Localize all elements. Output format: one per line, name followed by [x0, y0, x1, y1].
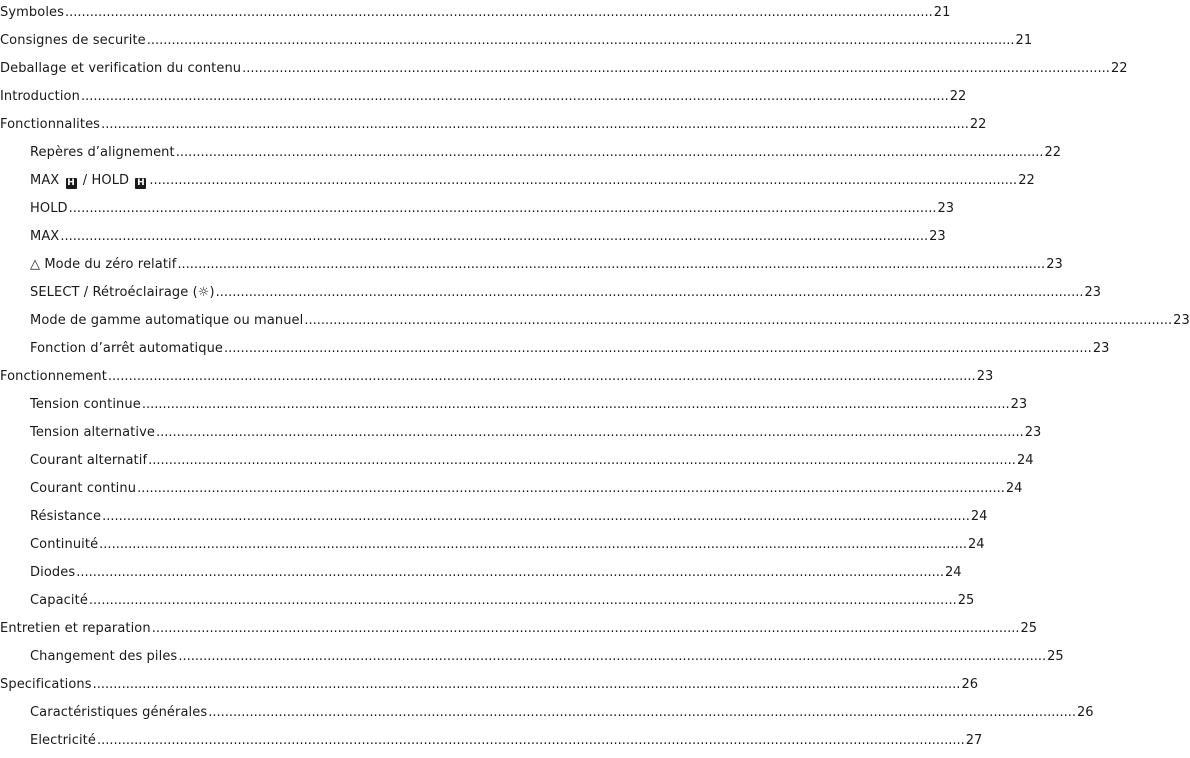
toc-entry-title: Continuité	[30, 537, 99, 552]
toc-entry[interactable]	[0, 369, 994, 389]
toc-subentry[interactable]	[30, 145, 1062, 165]
toc-entry[interactable]	[0, 61, 1128, 81]
toc-entry-page: 26	[1077, 705, 1094, 720]
toc-subentry[interactable]	[30, 565, 962, 585]
toc-subentry[interactable]	[30, 481, 1023, 501]
toc-entry-title: Changement des piles	[30, 649, 178, 664]
toc-entry-page: 23	[976, 369, 994, 384]
toc-subentry[interactable]	[30, 229, 946, 249]
toc-entry-title	[30, 173, 148, 189]
toc-entry-title: Electricité	[30, 733, 96, 748]
toc-entry-page: 22	[1044, 145, 1062, 160]
toc-entry-title: Caractéristiques générales	[30, 705, 208, 720]
toc-entry-title: Deballage et verification du contenu	[0, 61, 242, 76]
toc-entry-title: Specifications	[0, 677, 92, 692]
toc-entry-page: 22	[1110, 61, 1128, 76]
toc-subentry[interactable]	[30, 341, 1110, 361]
toc-entry-title: Fonctionnement	[0, 369, 107, 384]
dot-leader	[60, 229, 928, 244]
toc-entry-title: Symboles	[0, 5, 64, 20]
toc-entry-title: Résistance	[30, 509, 102, 524]
toc-subentry[interactable]	[30, 285, 1102, 305]
toc-entry-page: 26	[961, 677, 978, 692]
dot-leader	[101, 117, 969, 132]
dot-leader	[148, 453, 1016, 468]
dot-leader	[69, 201, 937, 216]
toc-entry-title: SELECT / Rétroéclairage (☼)	[30, 285, 215, 300]
toc-subentry[interactable]	[30, 173, 1035, 193]
dot-leader	[149, 173, 1017, 188]
toc-entry-page: 27	[965, 733, 983, 748]
toc-entry-page: 24	[967, 537, 985, 552]
toc-subentry[interactable]	[30, 313, 1190, 333]
dot-leader	[65, 5, 933, 20]
toc-entry-page: 23	[1173, 313, 1190, 328]
toc-entry-page: 23	[1092, 341, 1110, 356]
toc-entry-page: 23	[1084, 285, 1102, 300]
toc-entry-title: HOLD	[30, 201, 68, 216]
toc-entry-page: 22	[1018, 173, 1035, 188]
toc-subentry[interactable]	[30, 453, 1034, 473]
toc-entry-page: 21	[933, 5, 951, 20]
toc-entry-page: 23	[1010, 397, 1028, 412]
toc-entry-title: Tension continue	[30, 397, 141, 412]
dot-leader	[89, 593, 957, 608]
dot-leader	[176, 145, 1044, 160]
toc-subentry[interactable]	[30, 733, 983, 753]
toc-entry-page: 24	[970, 509, 988, 524]
toc-entry[interactable]	[0, 5, 951, 25]
toc-entry-page: 23	[929, 229, 946, 244]
title-part-hold: / HOLD	[78, 173, 134, 188]
dot-leader	[156, 425, 1024, 440]
toc-entry[interactable]	[0, 117, 987, 137]
toc-subentry[interactable]	[30, 257, 1063, 277]
toc-entry-page: 24	[1005, 481, 1023, 496]
toc-entry-page: 24	[1016, 453, 1034, 468]
toc-subentry[interactable]	[30, 537, 985, 557]
toc-entry-title: Entretien et reparation	[0, 621, 151, 636]
dot-leader	[208, 705, 1076, 720]
title-text: Mode du zéro relatif	[40, 257, 177, 272]
toc-entry-page: 22	[969, 117, 987, 132]
dot-leader	[242, 61, 1110, 76]
toc-entry-page: 23	[937, 201, 955, 216]
toc-entry-title: Mode de gamme automatique ou manuel	[30, 313, 304, 328]
dot-leader	[142, 397, 1010, 412]
toc-subentry[interactable]	[30, 425, 1042, 445]
title-part-max: MAX	[30, 173, 64, 188]
toc-subentry[interactable]	[30, 705, 1094, 725]
toc-entry-title: Fonction d’arrêt automatique	[30, 341, 224, 356]
toc-subentry[interactable]	[30, 649, 1064, 669]
toc-subentry[interactable]	[30, 509, 988, 529]
toc-entry-title: Consignes de securite	[0, 33, 146, 48]
dot-leader	[81, 89, 949, 104]
toc-entry-title: Courant alternatif	[30, 453, 148, 468]
dot-leader	[177, 257, 1045, 272]
toc-entry[interactable]	[0, 89, 967, 109]
dot-leader	[99, 537, 967, 552]
dot-leader	[304, 313, 1172, 328]
toc-entry-title: Courant continu	[30, 481, 137, 496]
toc-entry-title: Tension alternative	[30, 425, 155, 440]
toc-entry-page: 24	[945, 565, 962, 580]
dot-leader	[93, 677, 961, 692]
dot-leader	[108, 369, 976, 384]
toc-entry-page: 23	[1024, 425, 1042, 440]
toc-entry-page: 25	[957, 593, 975, 608]
toc-entry-title: MAX	[30, 229, 60, 244]
hold-icon: H	[67, 178, 75, 188]
toc-entry-title	[30, 257, 176, 272]
toc-entry-page: 25	[1020, 621, 1038, 636]
dot-leader	[216, 285, 1084, 300]
toc-entry-page: 22	[949, 89, 967, 104]
dot-leader	[178, 649, 1046, 664]
toc-entry-page: 23	[1046, 257, 1063, 272]
dot-leader	[224, 341, 1092, 356]
delta-icon: △	[30, 257, 41, 272]
dot-leader	[102, 509, 970, 524]
toc-entry-title: Capacité	[30, 593, 88, 608]
toc-subentry[interactable]	[30, 201, 955, 221]
toc-entry-title: Introduction	[0, 89, 80, 104]
toc-subentry[interactable]	[30, 397, 1028, 417]
toc-entry-title: Diodes	[30, 565, 76, 580]
hold-icon: H	[137, 178, 145, 188]
toc-entry[interactable]	[0, 33, 1033, 53]
dot-leader	[152, 621, 1020, 636]
dot-leader	[76, 565, 944, 580]
toc-entry[interactable]	[0, 621, 1038, 641]
toc-entry-title: Repères d’alignement	[30, 145, 175, 160]
dot-leader	[97, 733, 965, 748]
toc-entry-page: 25	[1047, 649, 1064, 664]
toc-entry-title: Fonctionnalites	[0, 117, 101, 132]
dot-leader	[137, 481, 1005, 496]
dot-leader	[147, 33, 1015, 48]
toc-subentry[interactable]	[30, 593, 975, 613]
toc-entry-page: 21	[1015, 33, 1033, 48]
toc-entry[interactable]	[0, 677, 978, 697]
